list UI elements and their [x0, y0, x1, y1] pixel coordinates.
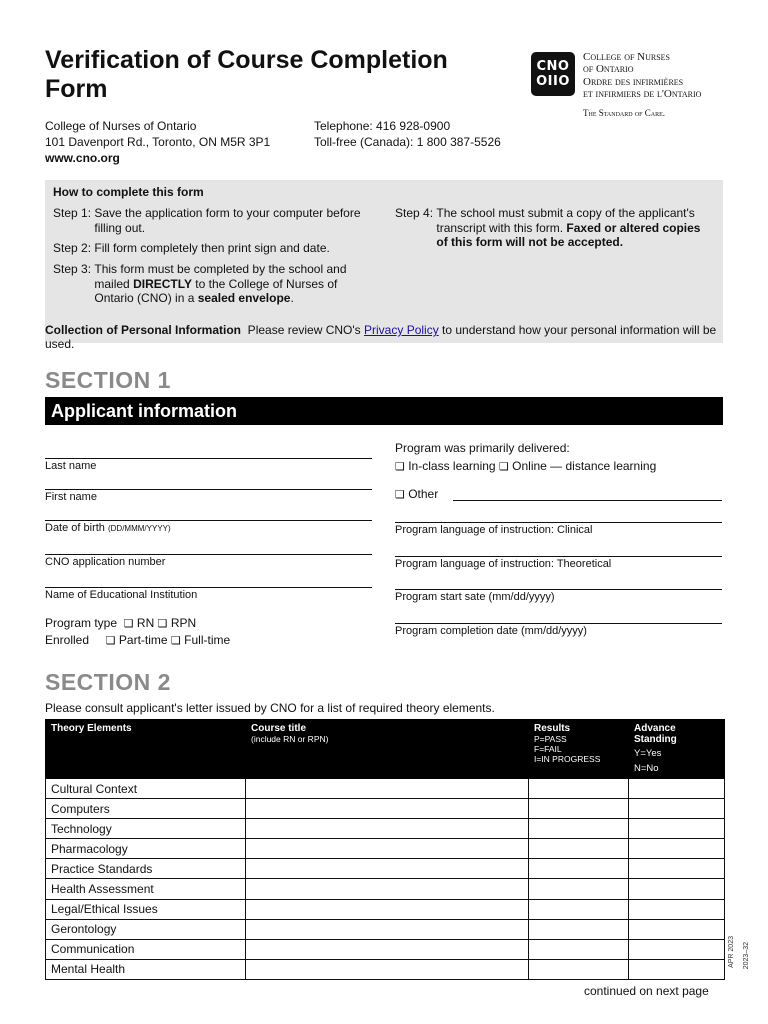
col-theory: Theory Elements: [46, 720, 246, 779]
logo-mark-2: OIIO: [536, 74, 570, 89]
advance-standing-cell[interactable]: [629, 779, 725, 799]
theory-element-cell: Technology: [46, 819, 246, 839]
side-date: APR 2023: [728, 936, 735, 968]
tollfree: Toll-free (Canada): 1 800 387-5526: [314, 135, 501, 149]
advance-standing-cell[interactable]: [629, 879, 725, 899]
logo-fr-1: Ordre des infirmières: [583, 76, 684, 88]
logo-en-2: of Ontario: [583, 62, 634, 75]
section-2-heading: SECTION 2: [45, 669, 171, 695]
lang-clinical-field[interactable]: [395, 505, 722, 523]
advance-standing-cell[interactable]: [629, 959, 725, 979]
results-cell[interactable]: [529, 819, 629, 839]
online-checkbox[interactable]: ❏: [498, 460, 509, 473]
table-row: [46, 919, 725, 939]
table-row: [46, 959, 725, 979]
advance-standing-cell[interactable]: [629, 799, 725, 819]
theory-element-cell: Gerontology: [46, 919, 246, 939]
title-line-1: Verification of Course Completion: [45, 46, 448, 74]
advance-standing-cell[interactable]: [629, 899, 725, 919]
step-4: Step 4: The school must submit a copy of the applicant's transcript with this form. Faxed or altered copies of this form will not be accepted.: [395, 206, 701, 249]
theory-table-header: [46, 720, 725, 779]
table-row: [46, 939, 725, 959]
course-title-cell[interactable]: [246, 959, 529, 979]
table-row: [46, 779, 725, 799]
institution-field[interactable]: [45, 570, 372, 588]
step-1: Step 1: Save the application form to your computer before filling out.: [53, 206, 361, 235]
step-3: Step 3: This form must be completed by the school and mailed DIRECTLY to the College of Nurses of Ontario (CNO) in a sealed envelope.: [53, 262, 347, 305]
contact-phone: [314, 118, 501, 150]
section-2-intro: Please consult applicant's letter issued by CNO for a list of required theory elements.: [45, 701, 495, 715]
cno-logo: [531, 52, 575, 96]
street-address: 101 Davenport Rd., Toronto, ON M5R 3P1: [45, 135, 271, 149]
applicant-info-bar: Applicant information: [45, 397, 723, 425]
course-title-cell[interactable]: [246, 779, 529, 799]
program-type-row: Program type ❏ RN ❏ RPN: [45, 616, 197, 630]
course-title-cell[interactable]: [246, 919, 529, 939]
logo-en-1: College of Nurses: [583, 51, 671, 63]
course-title-cell[interactable]: [246, 939, 529, 959]
table-row: [46, 799, 725, 819]
telephone: Telephone: 416 928-0900: [314, 119, 451, 133]
org-name: College of Nurses of Ontario: [45, 119, 197, 133]
col-results: Results P=PASS F=FAIL I=IN PROGRESS: [529, 720, 629, 779]
table-row: [46, 879, 725, 899]
other-checkbox[interactable]: ❏: [395, 488, 405, 501]
advance-standing-cell[interactable]: [629, 839, 725, 859]
side-code: 2023–32: [743, 942, 750, 970]
course-title-cell[interactable]: [246, 879, 529, 899]
advance-standing-cell[interactable]: [629, 939, 725, 959]
table-row: [46, 839, 725, 859]
first-name-label: First name: [45, 491, 97, 503]
theory-element-cell: Cultural Context: [46, 779, 246, 799]
results-cell[interactable]: [529, 959, 629, 979]
completion-date-field[interactable]: [395, 606, 722, 624]
results-cell[interactable]: [529, 879, 629, 899]
lang-theoretical-label: Program language of instruction: Theoretical: [395, 558, 612, 570]
last-name-field[interactable]: [45, 441, 372, 459]
full-time-checkbox[interactable]: ❏: [170, 634, 181, 647]
continued-note: continued on next page: [584, 984, 709, 998]
theory-element-cell: Health Assessment: [46, 879, 246, 899]
theory-element-cell: Communication: [46, 939, 246, 959]
other-option: ❏ Other: [395, 487, 439, 501]
in-class-checkbox[interactable]: ❏: [395, 460, 405, 473]
step-2: Step 2: Fill form completely then print sign and date.: [53, 241, 330, 255]
logo-fr-2: et infirmiers de l'Ontario: [583, 87, 702, 100]
part-time-checkbox[interactable]: ❏: [105, 634, 116, 647]
results-cell[interactable]: [529, 839, 629, 859]
lang-clinical-label: Program language of instruction: Clinical: [395, 524, 593, 536]
dob-label: Date of birth (DD/MMM/YYYY): [45, 522, 171, 534]
advance-standing-cell[interactable]: [629, 859, 725, 879]
title-line-2: Form: [45, 75, 108, 103]
cno-application-label: CNO application number: [45, 556, 166, 568]
lang-theoretical-field[interactable]: [395, 539, 722, 557]
page-title: [45, 46, 505, 104]
results-cell[interactable]: [529, 799, 629, 819]
results-cell[interactable]: [529, 919, 629, 939]
theory-table: [45, 719, 725, 980]
delivery-options: ❏ In-class learning ❏ Online — distance learning: [395, 459, 657, 473]
course-title-cell[interactable]: [246, 819, 529, 839]
privacy-notice: Collection of Personal Information Please review CNO's Privacy Policy to understand how your personal information will be used.: [45, 323, 717, 351]
tagline: The Standard of Care.: [583, 108, 666, 118]
dob-field[interactable]: [45, 503, 372, 521]
section-1-heading: SECTION 1: [45, 367, 171, 393]
advance-standing-cell[interactable]: [629, 919, 725, 939]
privacy-heading: Collection of Personal Information: [45, 323, 242, 337]
course-title-cell[interactable]: [246, 859, 529, 879]
theory-element-cell: Computers: [46, 799, 246, 819]
advance-standing-cell[interactable]: [629, 819, 725, 839]
cno-application-field[interactable]: [45, 537, 372, 555]
start-date-field[interactable]: [395, 572, 722, 590]
contact-address: [45, 118, 270, 166]
theory-element-cell: Pharmacology: [46, 839, 246, 859]
table-row: [46, 899, 725, 919]
logo-wordmark: [583, 52, 701, 100]
course-title-cell[interactable]: [246, 799, 529, 819]
results-cell[interactable]: [529, 899, 629, 919]
col-advance: Advance Standing Y=Yes N=No: [629, 720, 725, 779]
last-name-label: Last name: [45, 460, 97, 472]
course-title-cell[interactable]: [246, 839, 529, 859]
first-name-field[interactable]: [45, 472, 372, 490]
results-cell[interactable]: [529, 859, 629, 879]
table-row: [46, 859, 725, 879]
website-link[interactable]: www.cno.org: [45, 151, 120, 165]
theory-element-cell: Legal/Ethical Issues: [46, 899, 246, 919]
institution-label: Name of Educational Institution: [45, 589, 198, 601]
logo-mark: CNO: [536, 59, 570, 74]
rn-checkbox[interactable]: ❏: [123, 617, 134, 630]
privacy-policy-link[interactable]: Privacy Policy: [364, 323, 439, 337]
instructions-title: How to complete this form: [53, 185, 204, 199]
course-title-cell[interactable]: [246, 899, 529, 919]
results-cell[interactable]: [529, 939, 629, 959]
delivery-label: Program was primarily delivered:: [395, 441, 570, 455]
completion-date-label: Program completion date (mm/dd/yyyy): [395, 625, 587, 637]
other-field[interactable]: [453, 483, 722, 501]
theory-element-cell: Practice Standards: [46, 859, 246, 879]
enrolled-row: Enrolled ❏ Part-time ❏ Full-time: [45, 633, 231, 647]
results-cell[interactable]: [529, 779, 629, 799]
table-row: [46, 819, 725, 839]
start-date-label: Program start sate (mm/dd/yyyy): [395, 591, 555, 603]
theory-element-cell: Mental Health: [46, 959, 246, 979]
col-course: Course title (include RN or RPN): [246, 720, 529, 779]
rpn-checkbox[interactable]: ❏: [157, 617, 168, 630]
